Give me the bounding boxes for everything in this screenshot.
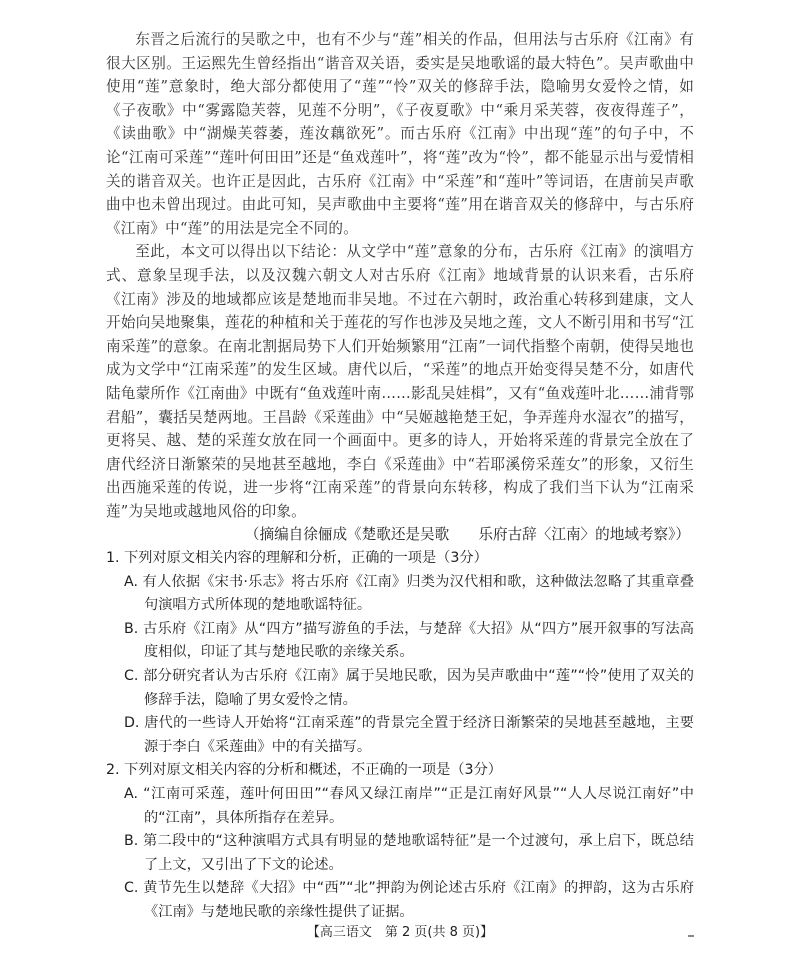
passage-paragraph-1: 东晋之后流行的吴歌之中，也有不少与“莲”相关的作品，但用法与古乐府《江南》有很大区别。王运熙先生曾经指出“谐音双关语，委实是吴地歌谣的最大特色”。吴声歌曲中使用“莲”意象时，绝大部分都使用了“莲”“怜”双关的修辞手法，隐喻男女爱怜之情，如《子夜歌》中“雾露隐芙蓉，见莲不分明”，《子夜夏歌》中“乘月采芙蓉，夜夜得莲子”，《读曲歌》中“湖燥芙蓉萎，莲汝藕欲死”。而古乐府《江南》中出现“莲”的句子中，不论“江南可采莲”“莲叶何田田”还是“鱼戏莲叶”，将“莲”改为“怜”，都不能显示出与爱情相关的谐音双关。也许正是因此，古乐府《江南》中“采莲”和“莲叶”等词语，在唐前吴声歌曲中也未曾出现过。由此可知，吴声歌曲中主要将“莲”用在谐音双关的修辞中，与古乐府《江南》中“莲”的用法是完全不同的。 <box>106 31 694 237</box>
page-footer: 【高三语文 第 2 页(共 8 页)】 <box>306 925 494 940</box>
question-1-option-a: A. 有人依据《宋书·乐志》将古乐府《江南》归类为汉代相和歌，这种做法忽略了其重章叠句演唱方式所体现的楚地歌谣特征。 <box>124 573 694 614</box>
passage-paragraph-2: 至此，本文可以得出以下结论：从文学中“莲”意象的分布，古乐府《江南》的演唱方式、意象呈现手法，以及汉魏六朝文人对古乐府《江南》地域背景的认识来看，古乐府《江南》涉及的地域都应该是楚地而非吴地。不过在六朝时，政治重心转移到建康，文人开始向吴地聚集，莲花的种植和关于莲花的写作也涉及吴地之莲，文人不断引用和书写“江南采莲”的意象。在南北割据局势下人们开始频繁用“江南”一词代指整个南朝，使得吴地也成为文学中“江南采莲”的发生区域。唐代以后，“采莲”的地点开始变得吴楚不分，如唐代陆龟蒙所作《江南曲》中既有“鱼戏莲叶南……影乱吴娃楫”，又有“鱼戏莲叶北……浦背鄂君船”，囊括吴楚两地。王昌龄《采莲曲》中“吴姬越艳楚王妃，争弄莲舟水湿衣”的描写，更将吴、越、楚的采莲女放在同一个画面中。更多的诗人，开始将采莲的背景完全放在了唐代经济日渐繁荣的吴地甚至越地，李白《采莲曲》中“若耶溪傍采莲女”的形象，又衍生出西施采莲的传说，进一步将“江南采莲”的背景向东转移，构成了我们当下认为“江南采莲”为吴地或越地风俗的印象。 <box>106 243 694 520</box>
question-2-stem: 2. 下列对原文相关内容的分析和概述，不正确的一项是（3分） <box>106 762 502 779</box>
question-1-option-c: C. 部分研究者认为古乐府《江南》属于吴地民歌，因为吴声歌曲中“莲”“怜”使用了双关的修辞手法，隐喻了男女爱怜之情。 <box>124 668 694 708</box>
source-citation: （摘编自徐俪成《楚歌还是吴歌 乐府古辞〈江南〉的地域考察》） <box>244 526 690 544</box>
question-2-option-b: B. 第二段中的“这种演唱方式具有明显的楚地歌谣特征”是一个过渡句，承上启下，既总结了上文，又引出了下文的论述。 <box>124 833 694 873</box>
question-1-option-d: D. 唐代的一些诗人开始将“江南采莲”的背景完全置于经济日渐繁荣的吴地甚至越地，主要源于李白《采莲曲》中的有关描写。 <box>124 715 694 755</box>
scan-mark <box>688 935 694 937</box>
question-1-option-b: B. 古乐府《江南》从“四方”描写游鱼的手法，与楚辞《大招》从“四方”展开叙事的写法高度相似，印证了其与楚地民歌的亲缘关系。 <box>124 620 694 661</box>
question-1 <box>106 547 694 759</box>
question-2 <box>106 759 694 924</box>
question-1-stem: 1. 下列对原文相关内容的理解和分析，正确的一项是（3分） <box>106 550 488 567</box>
question-2-option-c: C. 黄节先生以楚辞《大招》中“西”“北”押韵为例论述古乐府《江南》的押韵，这为古乐府《江南》与楚地民歌的亲缘性提供了证据。 <box>124 880 694 920</box>
exam-page <box>106 28 694 925</box>
question-2-option-a: A. “江南可采莲，莲叶何田田”“春风又绿江南岸”“正是江南好风景”“人人尽说江南好”中的“江南”，具体所指存在差异。 <box>124 786 694 826</box>
